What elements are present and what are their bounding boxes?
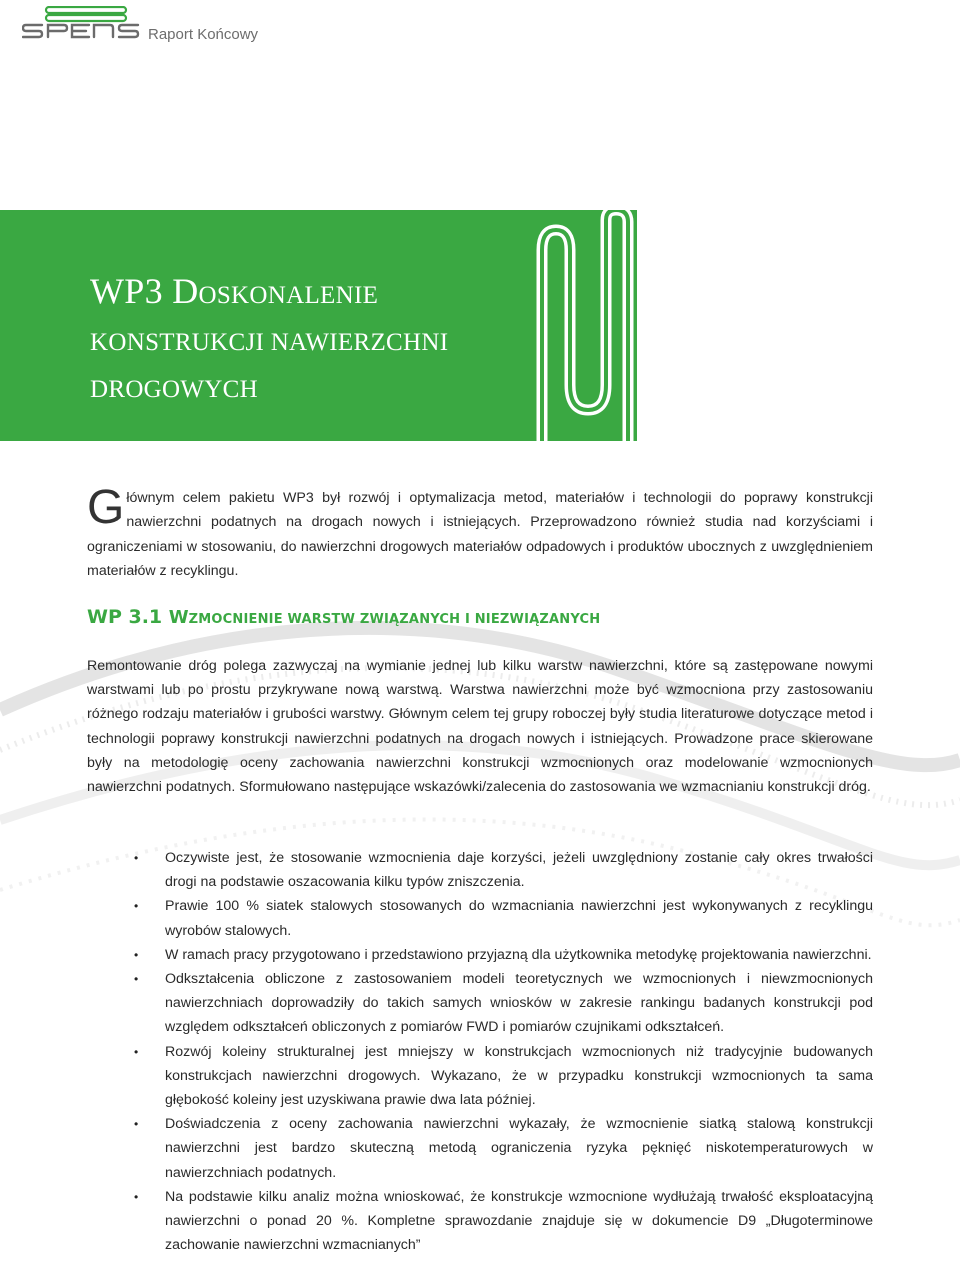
title-first-letter: WP3 D (90, 271, 199, 311)
bullet-icon: • (134, 1189, 139, 1204)
paperclip-swirl-graphic (520, 210, 637, 441)
list-item: • W ramach pracy przygotowano i przedstawiono przyjazną dla użytkownika metodykę projektowania nawierzchni. (165, 943, 873, 967)
section-title-cap: W (168, 607, 189, 628)
list-item: • Prawie 100 % siatek stalowych stosowanych do wzmacniania nawierzchni jest wykonywanych z recyklingu wyrobów stalowych. (165, 894, 873, 942)
intro-text: łównym celem pakietu WP3 był rozwój i optymalizacja metod, materiałów i technologii do poprawy konstrukcji nawierzchni podatnych na drogach nowych i istniejących. Przeprowadzono również studia nad korzyściami i ograniczeniami w stosowaniu, do nawierzchni drogowych materiałów odpadowych i produktów ubocznych z uwzględnieniem materiałów z recyklingu. (87, 490, 873, 580)
bullet-icon: • (134, 851, 139, 865)
bullet-icon: • (134, 899, 139, 914)
section-title-rest: ZMOCNIENIE WARSTW ZWIĄZANYCH I NIEZWIĄZANYCH (188, 612, 601, 627)
list-item: • Rozwój koleiny strukturalnej jest mniejszy w konstrukcjach wzmocnionych niż tradycyjnie budowanych konstrukcjach nawierzchni drogowych. Wykazano, że w przypadku konstrukcji wzmocnionych ta sama głębokość koleiny jest uzyskiwana prawie dwa lata później. (165, 1040, 873, 1113)
chapter-banner (0, 210, 637, 441)
drop-cap: G (87, 481, 125, 534)
report-label: Raport Końcowy (148, 26, 259, 43)
intro-paragraph (87, 481, 873, 584)
chapter-title (90, 268, 510, 413)
bullet-icon: • (134, 1044, 139, 1059)
title-line3: DROGOWYCH (90, 376, 258, 403)
list-item: • Na podstawie kilku analiz można wnioskować, że konstrukcje wzmocnione wydłużają trwałość eksploatacyjną nawierzchni o ponad 20 %. Kompletne sprawozdanie znajduje się w dokumencie D9 „Długoterminowe zachowanie nawierzchni wzmacnianych” (165, 1185, 873, 1258)
section-body: Remontowanie dróg polega zazwyczaj na wymianie jednej lub kilku warstw nawierzchni, które są zastępowane nowymi warstwami lub po prostu przykrywane nową warstwą. Warstwa nawierzchni może być wzmocniona przy zastosowaniu różnego rodzaju materiałów i grubości warstwy. Głównym celem tej grupy roboczej były studia literaturowe dotyczące metod i technologii poprawy konstrukcji nawierzchni podatnych na drogach nowych i istniejących. Prowadzone prace skierowane były na metodologię oceny zachowania nawierzchni konstrukcji wzmocnionych oraz modelowanie wzmocnionych nawierzchni podatnych. Sformułowano następujące wskazówki/zalecenia do zastosowania we wzmacnianiu konstrukcji dróg. (87, 658, 873, 796)
spens-logo (22, 6, 140, 44)
list-item: • Odkształcenia obliczone z zastosowaniem modeli teoretycznych we wzmocnionych i niewzmocnionych nawierzchniach doprowadziły do takich samych wniosków w zakresie rankingu badanych konstrukcji pod względem odkształceń obliczonych z pomiarów FWD i pomiarów czujnikami odkształceń. (165, 967, 873, 1040)
list-item: • Doświadczenia z oceny zachowania nawierzchni wykazały, że wzmocnienie siatką stalową konstrukcji nawierzchni jest bardzo skuteczną metodą ograniczenia ryzyka pęknięć niskotemperaturowych w nawierzchniach podatnych. (165, 1112, 873, 1185)
bullet-icon: • (134, 972, 139, 987)
list-item: • Oczywiste jest, że stosowanie wzmocnienia daje korzyści, jeżeli uwzględniony zostanie cały okres trwałości drogi na podstawie oszacowania kilku typów zniszczenia. (165, 846, 873, 894)
findings-list (0, 846, 960, 1257)
bullet-icon: • (134, 947, 139, 962)
bullet-icon: • (134, 1117, 139, 1132)
section-heading (87, 606, 600, 628)
title-line1-rest: OSKONALENIE (198, 282, 379, 309)
title-line2: KONSTRUKCJI NAWIERZCHNI (90, 329, 449, 356)
section-number: WP 3.1 (87, 606, 169, 628)
